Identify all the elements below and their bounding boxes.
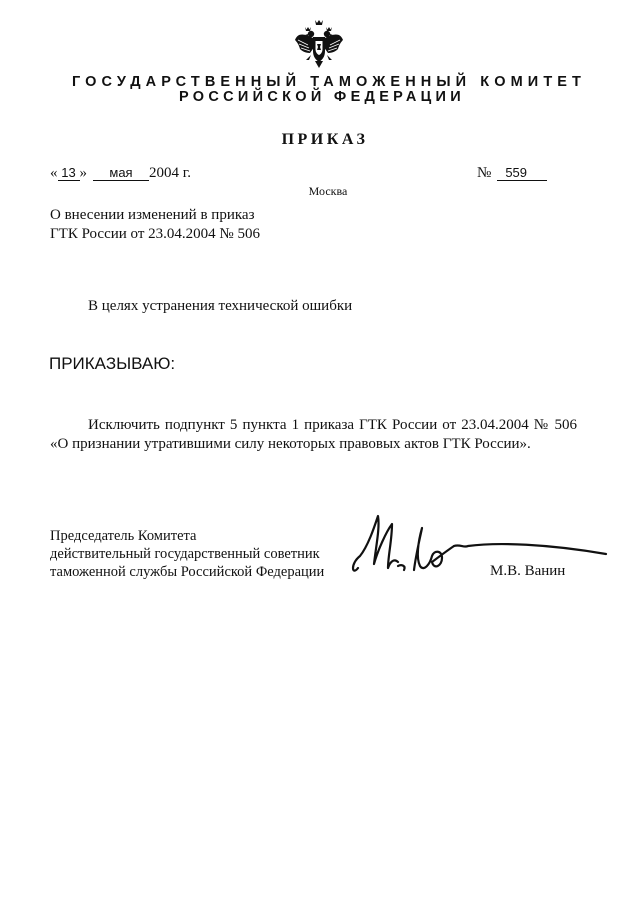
document-number (477, 165, 547, 182)
coat-of-arms-icon (293, 18, 345, 70)
number-value: 559 (497, 165, 547, 181)
body-line1: Исключить подпункт 5 пункта 1 приказа ГТК России от 23.04.2004 № 506 (88, 417, 577, 433)
signatory-title (50, 527, 324, 581)
body-line2: «О признании утратившими силу некоторых правовых актов ГТК России». (50, 436, 531, 452)
date-month: мая (93, 165, 149, 181)
signatory-line2: действительный государственный советник (50, 546, 320, 562)
subject-line2: ГТК России от 23.04.2004 № 506 (50, 226, 260, 242)
signature-icon (348, 506, 610, 584)
document-subject (50, 206, 260, 244)
signatory-line3: таможенной службы Российской Федерации (50, 564, 325, 580)
date-day: 13 (58, 165, 80, 181)
document-date (50, 165, 191, 182)
date-quote-open: « (50, 165, 58, 181)
number-sign: № (477, 165, 492, 181)
org-name-line2: РОССИЙСКОЙ ФЕДЕРАЦИИ (179, 89, 465, 105)
document-city: Москва (308, 184, 348, 198)
date-quote-close: » (79, 165, 87, 181)
org-name-line1: ГОСУДАРСТВЕННЫЙ ТАМОЖЕННЫЙ КОМИТЕТ (71, 74, 587, 90)
preamble-text: В целях устранения технической ошибки (88, 298, 353, 314)
order-heading: ПРИКАЗЫВАЮ: (49, 354, 176, 373)
document-title: ПРИКАЗ (281, 131, 369, 148)
order-body (50, 416, 577, 454)
signatory-name: М.В. Ванин (490, 563, 566, 579)
subject-line1: О внесении изменений в приказ (50, 207, 255, 223)
signatory-line1: Председатель Комитета (50, 528, 197, 544)
date-year: 2004 г. (149, 165, 191, 181)
